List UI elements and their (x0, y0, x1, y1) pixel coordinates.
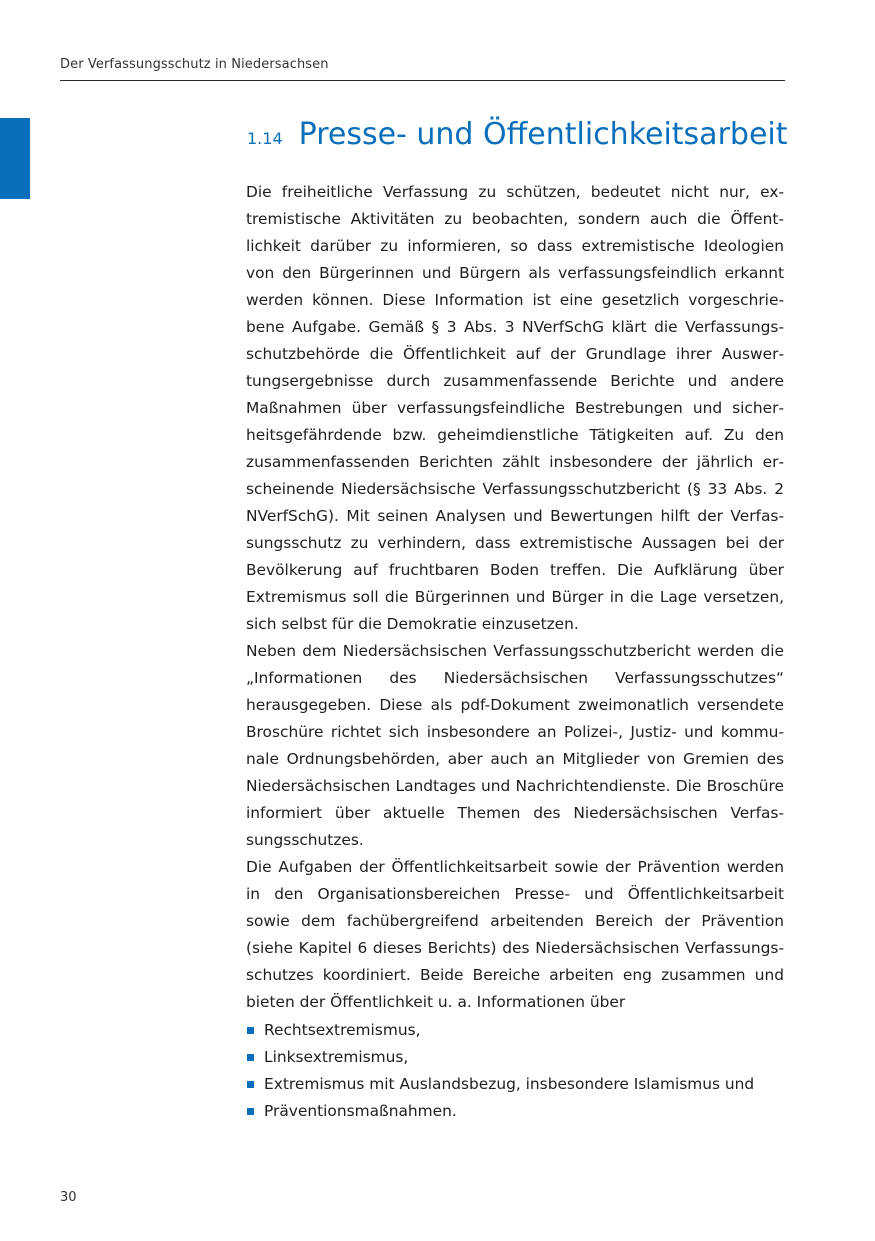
body-text (246, 179, 784, 1016)
square-bullet-icon (247, 1054, 254, 1061)
paragraph-2: Neben dem Niedersächsischen Verfassungsschutzbericht werden die „Informationen des Niedersächsischen Verfassungsschutzes“ herausgegeben. Diese als pdf-Dokument zweimonatlich versendete Broschüre richtet sich insbesondere an Polizei-, Justiz- und kommunale Ordnungsbehörden, aber auch an Mitglieder von Gremien des Niedersächsischen Landtages und Nachrichtendienste. Die Broschüre informiert über aktuelle Themen des Niedersächsischen Verfassungsschutzes. (246, 642, 784, 849)
list-item (246, 1071, 784, 1098)
page-number: 30 (60, 1190, 77, 1205)
topic-list (246, 1017, 784, 1125)
square-bullet-icon (247, 1108, 254, 1115)
square-bullet-icon (247, 1027, 254, 1034)
list-item-text: Rechtsextremismus, (264, 1021, 421, 1039)
list-item (246, 1017, 784, 1044)
section-number: 1.14 (247, 129, 283, 148)
list-item (246, 1044, 784, 1071)
section-heading (247, 114, 788, 152)
list-item (246, 1098, 784, 1125)
chapter-side-tab (0, 118, 30, 199)
section-title: Presse- und Öffentlichkeitsarbeit (298, 117, 788, 152)
paragraph-1: Die freiheitliche Verfassung zu schützen, bedeutet nicht nur, extremistische Aktivitäten zu beobachten, sondern auch die Öffentlichkeit darüber zu informieren, so dass extremistische Ideologien von den Bürgerinnen und Bürgern als verfassungsfeindlich erkannt werden können. Diese Information ist eine gesetzlich vorgeschriebene Aufgabe. Gemäß § 3 Abs. 3 NVerfSchG klärt die Verfassungsschutzbehörde die Öffentlichkeit auf der Grundlage ihrer Auswertungsergebnisse durch zusammenfassende Berichte und andere Maßnahmen über verfassungsfeindliche Bestrebungen und sicherheitsgefährdende bzw. geheimdienstliche Tätigkeiten auf. Zu den zusammenfassenden Berichten zählt insbesondere der jährlich erscheinende Niedersächsische Verfassungsschutzbericht (§ 33 Abs. 2 NVerfSchG). Mit seinen Analysen und Bewertungen hilft der Verfassungsschutz zu verhindern, dass extremistische Aussagen bei der Bevölkerung auf fruchtbaren Boden treffen. Die Aufklärung über Extremismus soll die Bürgerinnen und Bürger in die Lage versetzen, sich selbst für die Demokratie einzusetzen. (246, 183, 784, 633)
list-item-text: Präventionsmaßnahmen. (264, 1102, 457, 1120)
paragraph-3: Die Aufgaben der Öffentlichkeitsarbeit sowie der Prävention werden in den Organisationsbereichen Presse- und Öffentlichkeitsarbeit sowie dem fachübergreifend arbeitenden Bereich der Prävention (siehe Kapitel 6 dieses Berichts) des Niedersächsischen Verfassungsschutzes koordiniert. Beide Bereiche arbeiten eng zusammen und bieten der Öffentlichkeit u. a. Informationen über (246, 858, 784, 1011)
running-header: Der Verfassungsschutz in Niedersachsen (60, 57, 329, 72)
list-item-text: Extremismus mit Auslandsbezug, insbesondere Islamismus und (264, 1075, 755, 1093)
list-item-text: Linksextremismus, (264, 1048, 409, 1066)
header-divider (60, 80, 785, 81)
square-bullet-icon (247, 1081, 254, 1088)
